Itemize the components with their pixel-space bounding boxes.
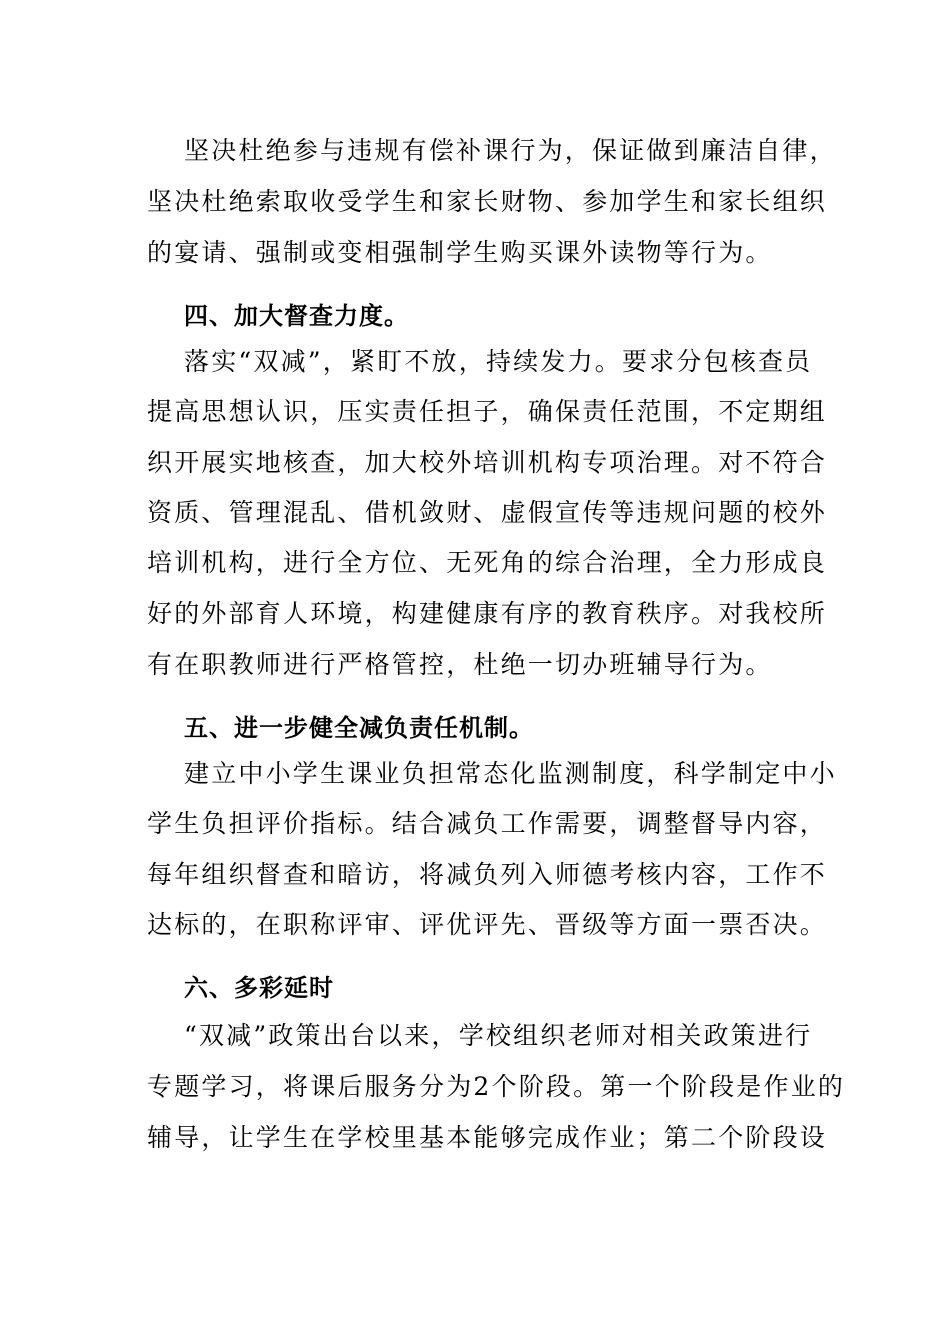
paragraph-line: 的宴请、强制或变相强制学生购买课外读物等行为。 bbox=[147, 238, 773, 267]
section-heading-5: 五、进一步健全减负责任机制。 bbox=[184, 714, 534, 742]
section-heading-6: 六、多彩延时 bbox=[184, 974, 334, 1002]
paragraph-line: 提高思想认识，压实责任担子，确保责任范围，不定期组 bbox=[147, 397, 828, 426]
paragraph-line: 达标的，在职称评审、评优评先、晋级等方面一票否决。 bbox=[147, 910, 828, 939]
paragraph-line: 织开展实地核查，加大校外培训机构专项治理。对不符合 bbox=[147, 448, 828, 477]
paragraph-line: 学生负担评价指标。结合减负工作需要，调整督导内容， bbox=[147, 809, 828, 838]
paragraph-line: 有在职教师进行严格管控，杜绝一切办班辅导行为。 bbox=[147, 650, 773, 679]
paragraph-line: 资质、管理混乱、借机敛财、虚假宣传等违规问题的校外 bbox=[147, 498, 828, 527]
paragraph-line: 专题学习，将课后服务分为2个阶段。第一个阶段是作业的 bbox=[147, 1072, 846, 1101]
section-heading-4: 四、加大督查力度。 bbox=[184, 302, 409, 330]
paragraph-line: 每年组织督查和暗访，将减负列入师德考核内容，工作不 bbox=[147, 860, 828, 889]
paragraph-line: 建立中小学生课业负担常态化监测制度，科学制定中小 bbox=[184, 759, 837, 788]
paragraph-line: 坚决杜绝索取收受学生和家长财物、参加学生和家长组织 bbox=[147, 187, 828, 216]
paragraph-line: 辅导，让学生在学校里基本能够完成作业；第二个阶段设 bbox=[147, 1123, 828, 1152]
paragraph-line: “双减”政策出台以来，学校组织老师对相关政策进行 bbox=[184, 1021, 813, 1050]
paragraph-line: 坚决杜绝参与违规有偿补课行为，保证做到廉洁自律， bbox=[184, 136, 837, 165]
paragraph-line: 培训机构，进行全方位、无死角的综合治理，全力形成良 bbox=[147, 548, 828, 577]
paragraph-line: 落实“双减”，紧盯不放，持续发力。要求分包核查员 bbox=[184, 347, 813, 376]
paragraph-line: 好的外部育人环境，构建健康有序的教育秩序。对我校所 bbox=[147, 599, 828, 628]
